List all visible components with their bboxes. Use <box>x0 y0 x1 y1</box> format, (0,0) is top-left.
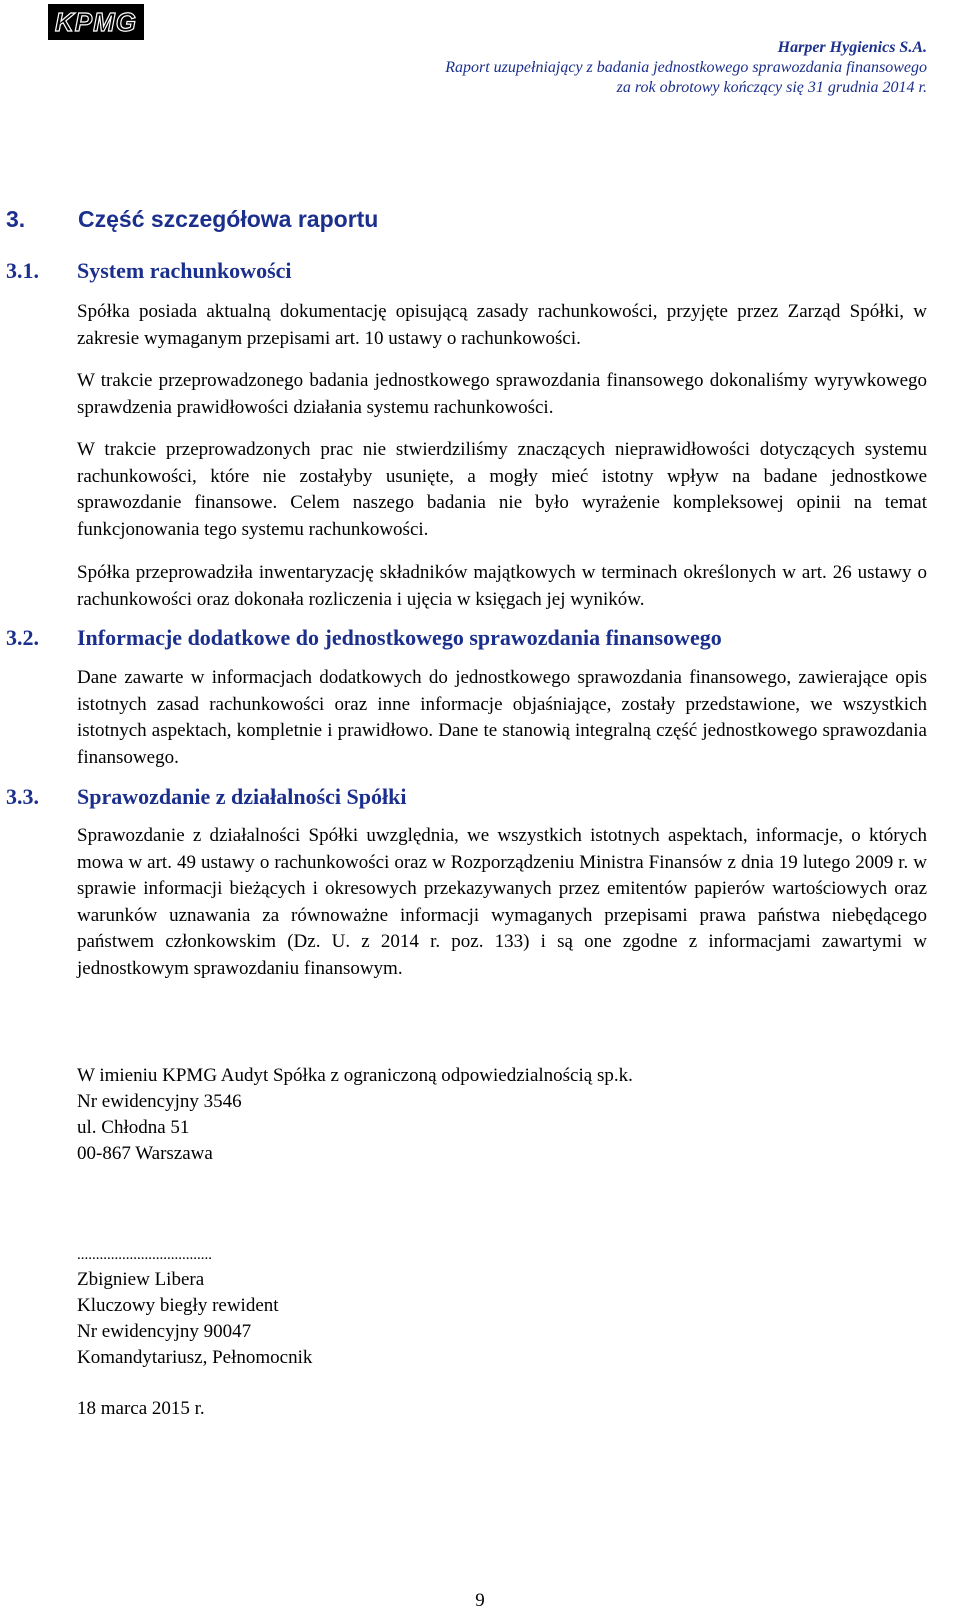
section-3-heading <box>6 206 378 233</box>
header-period: za rok obrotowy kończący się 31 grudnia 2014 r. <box>616 79 927 96</box>
section-number: 3.1. <box>6 258 39 283</box>
document-header <box>445 38 927 98</box>
document-date: 18 marca 2015 r. <box>77 1398 205 1419</box>
signature-line: .................................... <box>77 1247 212 1263</box>
kpmg-logo <box>48 4 144 40</box>
section-title: Informacje dodatkowe do jednostkowego sprawozdania finansowego <box>77 625 722 650</box>
section-3-2-heading <box>6 625 722 651</box>
signatory-registration: Nr ewidencyjny 90047 <box>77 1321 252 1342</box>
firm-city: 00-867 Warszawa <box>77 1143 213 1164</box>
logo-text: KPMG <box>55 6 137 37</box>
firm-details <box>77 1063 633 1167</box>
firm-registration: Nr ewidencyjny 3546 <box>77 1091 242 1112</box>
section-title: Sprawozdanie z działalności Spółki <box>77 784 407 809</box>
header-report-title: Raport uzupełniający z badania jednostkowego sprawozdania finansowego <box>445 59 927 76</box>
section-number: 3. <box>6 206 26 232</box>
section-title: Część szczegółowa raportu <box>78 206 379 232</box>
section-3-3-heading <box>6 784 406 810</box>
section-3-1-heading <box>6 258 292 284</box>
header-company: Harper Hygienics S.A. <box>777 39 927 56</box>
paragraph: W trakcie przeprowadzonego badania jednostkowego sprawozdania finansowego dokonaliśmy wyrywkowego sprawdzenia prawidłowości działania systemu rachunkowości. <box>77 370 927 418</box>
firm-street: ul. Chłodna 51 <box>77 1117 190 1138</box>
paragraph: Dane zawarte w informacjach dodatkowych do jednostkowego sprawozdania finansowego, zawierające opis istotnych zasad rachunkowości oraz inne informacje objaśniające, zostały przedstawione, we wszystkich istotnych aspektach, kompletnie i prawidłowo. Dane te stanowią integralną część jednostkowego sprawozdania finansowego. <box>77 667 927 768</box>
signatory-title: Komandytariusz, Pełnomocnik <box>77 1347 313 1368</box>
signatory-details <box>77 1267 312 1371</box>
section-number: 3.3. <box>6 784 39 809</box>
paragraph: Sprawozdanie z działalności Spółki uwzględnia, we wszystkich istotnych aspektach, informacje, o których mowa w art. 49 ustawy o rachunkowości oraz w Rozporządzeniu Ministra Finansów z dnia 19 lutego 2009 r. w sprawie informacji bieżących i okresowych przekazywanych przez emitentów papierów wartościowych oraz warunków uznawania za równoważne informacji wymaganych przepisami prawa państwa niebędącego państwem członkowskim (Dz. U. z 2014 r. poz. 133) i są one zgodne z informacjami zawartymi w jednostkowym sprawozdaniu finansowym. <box>77 825 927 979</box>
firm-name: W imieniu KPMG Audyt Spółka z ograniczoną odpowiedzialnością sp.k. <box>77 1065 633 1086</box>
paragraph: Spółka przeprowadziła inwentaryzację składników majątkowych w terminach określonych w art. 26 ustawy o rachunkowości oraz dokonała rozliczenia i ujęcia w księgach jej wyników. <box>77 562 927 610</box>
section-title: System rachunkowości <box>77 258 292 283</box>
signatory-name: Zbigniew Libera <box>77 1269 205 1290</box>
signatory-role: Kluczowy biegły rewident <box>77 1295 279 1316</box>
paragraph: Spółka posiada aktualną dokumentację opisującą zasady rachunkowości, przyjęte przez Zarząd Spółki, w zakresie wymaganym przepisami art. 10 ustawy o rachunkowości. <box>77 301 927 349</box>
paragraph: W trakcie przeprowadzonych prac nie stwierdziliśmy znaczących nieprawidłowości dotyczących systemu rachunkowości, które nie zostałyby usunięte, a mogły mieć istotny wpływ na badane jednostkowe sprawozdanie finansowe. Celem naszego badania nie było wyrażenie kompleksowej opinii na temat funkcjonowania tego systemu rachunkowości. <box>77 439 927 540</box>
section-number: 3.2. <box>6 625 39 650</box>
page-number: 9 <box>475 1590 485 1611</box>
